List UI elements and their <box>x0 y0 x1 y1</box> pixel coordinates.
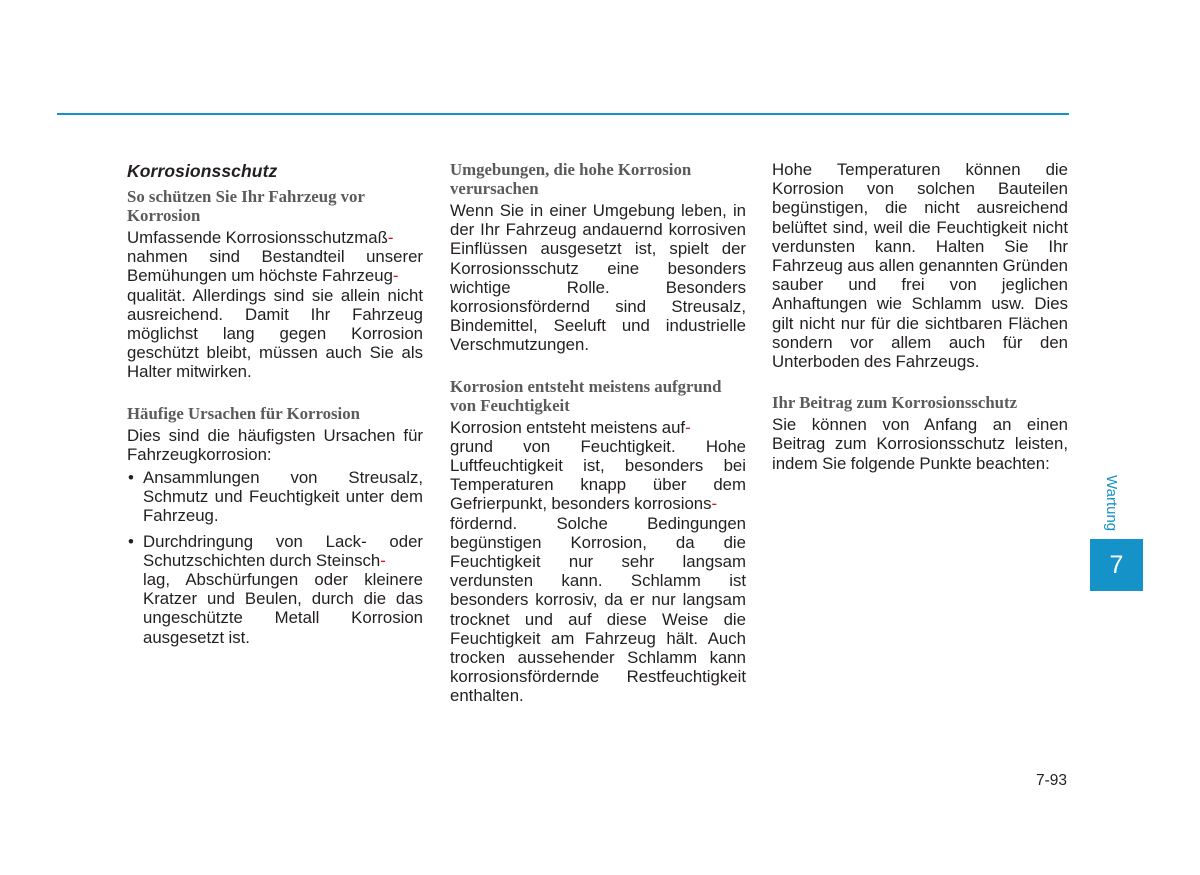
subheading-common-causes: Häufige Ursachen für Korrosion <box>127 403 360 423</box>
column-2 <box>450 160 746 706</box>
paragraph-contribution: Sie können von Anfang an einen Beitrag zum Korrosionsschutz leisten, indem Sie folgende Punkte beachten: <box>772 415 1068 473</box>
subheading-environments: Umgebungen, die hohe Korrosion verursachen <box>450 160 692 198</box>
list-item: • Durchdringung von Lack- oder Schutzschichten durch Steinsch- lag, Abschürfungen oder kleinere Kratzer und Beulen, durch die das ungeschützte Metall Korrosion ausgesetzt ist. <box>127 532 423 647</box>
paragraph-causes: Dies sind die häufigsten Ursachen für Fahrzeugkorrosion: <box>127 425 423 464</box>
causes-list <box>127 468 423 647</box>
column-3 <box>772 160 1068 473</box>
paragraph-intro: Umfassende Korrosionsschutzmaß- nahmen sind Bestandteil unserer Bemühungen um höchste Fahrzeug- qualität. Allerdings sind sie allein nicht ausreichend. Damit Ihr Fahrzeug möglichst lang gegen Korrosion geschützt bleibt, müssen auch Sie als Halter mitwirken. <box>127 228 423 382</box>
list-item: • Ansammlungen von Streusalz, Schmutz und Feuchtigkeit unter dem Fahrzeug. <box>127 468 423 526</box>
chapter-number-tab: 7 <box>1090 539 1143 591</box>
section-title: Korrosionsschutz <box>127 161 278 181</box>
subheading-moisture: Korrosion entsteht meistens aufgrund von Feuchtigkeit <box>450 376 722 415</box>
header-rule <box>57 113 1069 115</box>
chapter-side-label: Wartung <box>1103 474 1120 532</box>
paragraph-environments: Wenn Sie in einer Umgebung leben, in der Ihr Fahrzeug andauernd korrosiven Einflüssen ausgesetzt ist, spielt der Korrosionsschutz eine besonders wichtige Rolle. Besonders korrosionsfördernd sind Streusalz, Bindemittel, Seeluft und industrielle Verschmutzungen. <box>450 201 746 355</box>
subheading-your-contribution: Ihr Beitrag zum Korrosionsschutz <box>772 393 1018 413</box>
subheading-protect-vehicle: So schützen Sie Ihr Fahrzeug vor Korrosion <box>127 187 365 225</box>
page-number: 7-93 <box>1035 772 1067 789</box>
paragraph-temperatures: Hohe Temperaturen können die Korrosion von solchen Bauteilen begünstigen, die nicht ausreichend belüftet sind, weil die Feuchtigkeit nicht verdunsten kann. Halten Sie Ihr Fahrzeug aus allen genannten Gründen sauber und frei von jeglichen Anhaftungen wie Schlamm usw. Dies gilt nicht nur für die sichtbaren Flächen sondern vor allem auch für den Unterboden des Fahrzeugs. <box>772 160 1068 372</box>
paragraph-moisture: Korrosion entsteht meistens auf- grund von Feuchtigkeit. Hohe Luftfeuchtigkeit ist, besonders bei Temperaturen knapp über dem Gefrierpunkt, besonders korrosions- fördernd. Solche Bedingungen begünstigen Korrosion, da die Feuchtigkeit nur sehr langsam verdunsten kann. Schlamm ist besonders korrosiv, da er nur langsam trocknet und auf diese Weise die Feuchtigkeit am Fahrzeug hält. Auch trocken aussehender Schlamm kann korrosionsfördernde Restfeuchtigkeit enthalten. <box>450 417 746 706</box>
column-1 <box>127 160 423 653</box>
